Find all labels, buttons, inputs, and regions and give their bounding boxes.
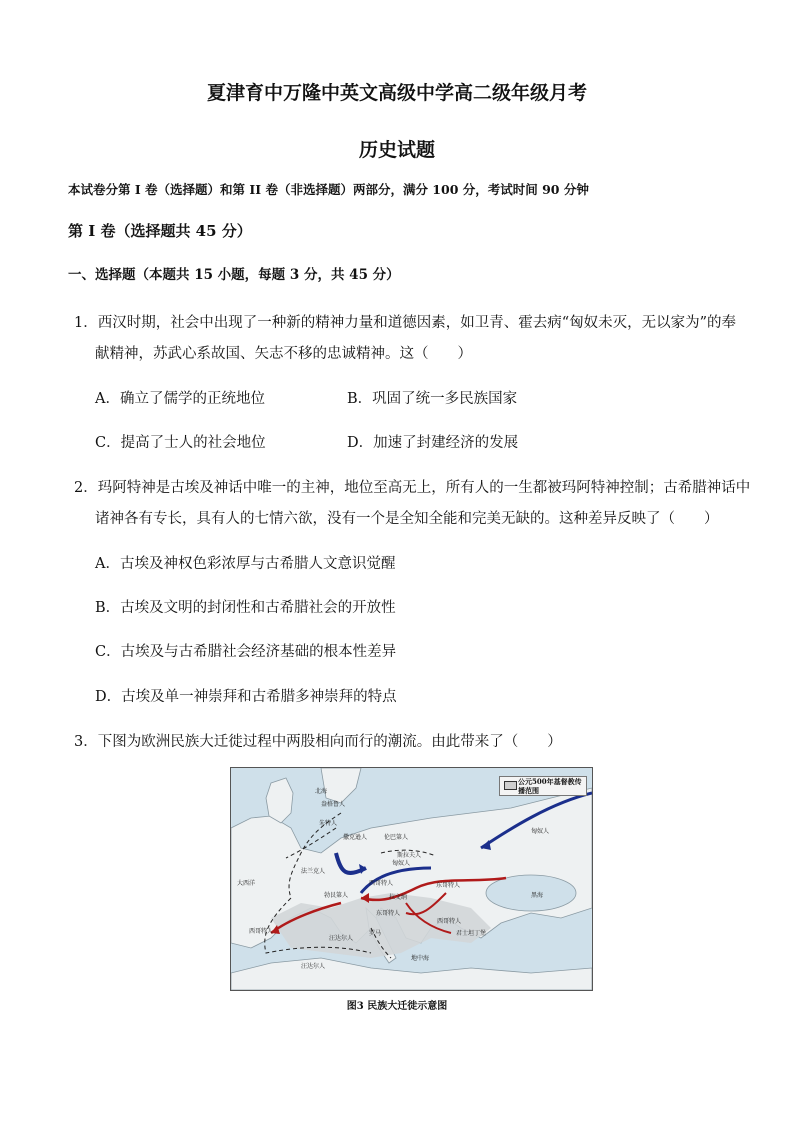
label-vandal-2: 汪达尔人 xyxy=(301,963,326,970)
map-legend xyxy=(499,776,587,796)
label-frank: 法兰克人 xyxy=(301,868,326,875)
label-hun: 匈奴人 xyxy=(392,860,411,867)
label-med: 地中海 xyxy=(411,955,430,962)
q2-option-b[interactable]: B．古埃及文明的封闭性和古希腊社会的开放性 xyxy=(95,600,396,616)
label-saxon: 撒克逊人 xyxy=(343,834,368,841)
label-vandal-1: 汪达尔人 xyxy=(329,935,354,942)
legend-text: 公元500年基督教传播范围 xyxy=(518,777,582,795)
q1-option-b[interactable]: B．巩固了统一多民族国家 xyxy=(347,391,518,407)
part-heading: 第 I 卷（选择题共 45 分） xyxy=(68,222,252,240)
question-2-line-1: 2．玛阿特神是古埃及神话中唯一的主神，地位至高无上，所有人的一生都被玛阿特神控制；古希腊神话中 xyxy=(74,480,751,496)
label-east-goth-2: 东哥特人 xyxy=(376,910,401,917)
label-constantinople: 君士坦丁堡 xyxy=(456,930,487,937)
q2-option-d[interactable]: D．古埃及单一神崇拜和古希腊多神崇拜的特点 xyxy=(95,689,397,705)
label-north-sea: 北海 xyxy=(315,788,328,795)
q1-option-c[interactable]: C．提高了士人的社会地位 xyxy=(95,435,266,451)
label-atlantic: 大西洋 xyxy=(237,880,256,887)
label-ravenna: 拉文纳 xyxy=(389,894,408,901)
q1-option-a[interactable]: A．确立了儒学的正统地位 xyxy=(95,391,265,407)
label-west-goth-2: 西哥特人 xyxy=(249,928,274,935)
label-rome: 罗马 xyxy=(369,930,382,937)
exam-title: 夏津育中万隆中英文高级中学高二级年级月考 xyxy=(206,82,587,104)
section-heading: 一、选择题（本题共 15 小题，每题 3 分，共 45 分） xyxy=(68,267,400,283)
label-slav: 斯拉夫人 xyxy=(397,852,422,859)
question-1-line-2: 献精神，苏武心系故国、矢志不移的忠诚精神。这（ ） xyxy=(95,346,472,362)
exam-instructions: 本试卷分第 I 卷（选择题）和第 II 卷（非选择题）两部分，满分 100 分，考试时间 90 分钟 xyxy=(68,182,589,197)
question-2-line-2: 诸神各有专长，具有人的七情六欲，没有一个是全知全能和完美无缺的。这种差异反映了（ ） xyxy=(95,511,719,527)
label-jute: 朱特人 xyxy=(319,820,338,827)
label-east-goth-1: 东哥特人 xyxy=(436,882,461,889)
label-west-goth-3: 西哥特人 xyxy=(437,918,462,925)
label-black-sea: 黑海 xyxy=(531,892,544,899)
migration-map xyxy=(230,767,593,991)
subject-title: 历史试题 xyxy=(358,139,435,161)
label-west-goth-1: 西哥特人 xyxy=(369,880,394,887)
question-1-line-1: 1．西汉时期，社会中出现了一种新的精神力量和道德因素，如卫青、霍去病“匈奴未灭，无以家为”的奉 xyxy=(74,315,737,331)
label-burgund: 勃艮第人 xyxy=(324,892,349,899)
figure-caption: 图3 民族大迁徙示意图 xyxy=(346,1001,448,1012)
q2-option-c[interactable]: C．古埃及与古希腊社会经济基础的根本性差异 xyxy=(95,644,397,660)
legend-swatch xyxy=(504,781,517,790)
label-huns-east: 匈奴人 xyxy=(531,828,550,835)
q2-option-a[interactable]: A．古埃及神权色彩浓厚与古希腊人文意识觉醒 xyxy=(95,556,396,572)
label-anglo: 盎格鲁人 xyxy=(321,801,346,808)
question-3-line-1: 3．下图为欧洲民族大迁徙过程中两股相向而行的潮流。由此带来了（ ） xyxy=(74,734,562,750)
q1-option-d[interactable]: D．加速了封建经济的发展 xyxy=(347,435,519,451)
label-lombard: 伦巴第人 xyxy=(384,834,409,841)
